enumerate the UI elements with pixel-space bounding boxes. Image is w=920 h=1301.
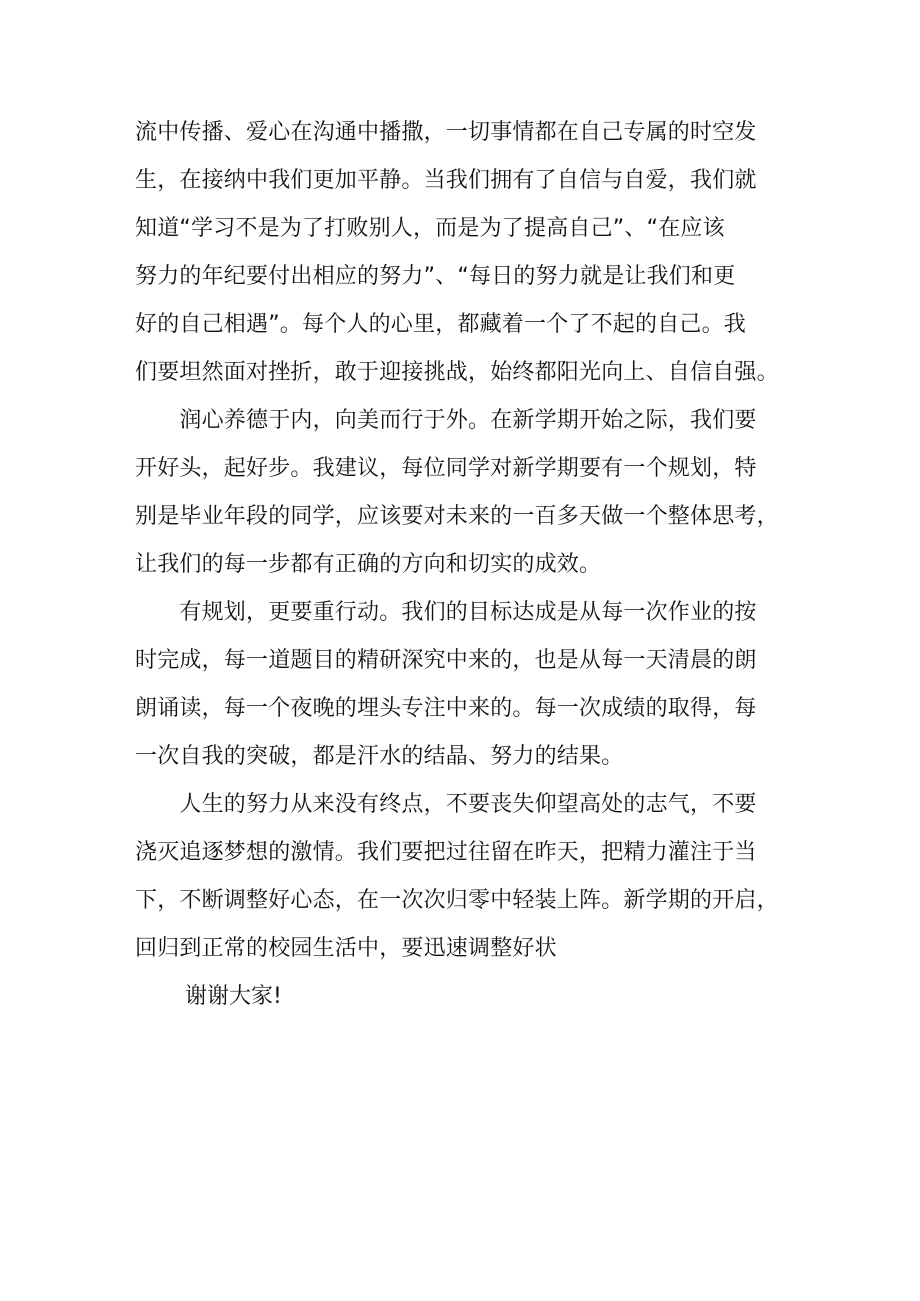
text-line: 努力的年纪要付出相应的努力”、“每日的努力就是让我们和更: [135, 264, 736, 289]
text-line: 润心养德于内，向美而行于外。在新学期开始之际，我们要: [135, 408, 757, 433]
text-line: 流中传播、爱心在沟通中播撒，一切事情都在自己专属的时空发: [135, 120, 757, 145]
text-line: 别是毕业年段的同学，应该要对未来的一百多天做一个整体思考，: [135, 504, 779, 529]
closing-thanks: 谢谢大家!: [185, 984, 282, 1009]
text-line: 人生的努力从来没有终点，不要丧失仰望高处的志气，不要: [135, 792, 757, 817]
text-line: 有规划，更要重行动。我们的目标达成是从每一次作业的按: [135, 600, 757, 625]
text-line: 们要坦然面对挫折，敢于迎接挑战，始终都阳光向上、自信自强。: [135, 360, 779, 385]
text-line: 一次自我的突破，都是汗水的结晶、努力的结果。: [135, 744, 624, 769]
text-line: 生，在接纳中我们更加平静。当我们拥有了自信与自爱，我们就: [135, 168, 757, 193]
text-line: 知道“学习不是为了打败别人，而是为了提高自己”、“在应该: [135, 216, 725, 241]
text-line: 回归到正常的校园生活中，要迅速调整好状: [135, 936, 557, 961]
text-line: 下，不断调整好心态，在一次次归零中轻装上阵。新学期的开启，: [135, 888, 779, 913]
text-line: 好的自己相遇”。每个人的心里，都藏着一个了不起的自己。我: [135, 312, 746, 337]
text-line: 开好头，起好步。我建议，每位同学对新学期要有一个规划，特: [135, 456, 757, 481]
text-line: 朗诵读，每一个夜晚的埋头专注中来的。每一次成绩的取得，每: [135, 696, 757, 721]
speech-body: [135, 109, 795, 1021]
text-line: 让我们的每一步都有正确的方向和切实的成效。: [135, 552, 602, 577]
text-line: 浇灭追逐梦想的激情。我们要把过往留在昨天，把精力灌注于当: [135, 840, 757, 865]
text-line: 时完成，每一道题目的精研深究中来的，也是从每一天清晨的朗: [135, 648, 757, 673]
